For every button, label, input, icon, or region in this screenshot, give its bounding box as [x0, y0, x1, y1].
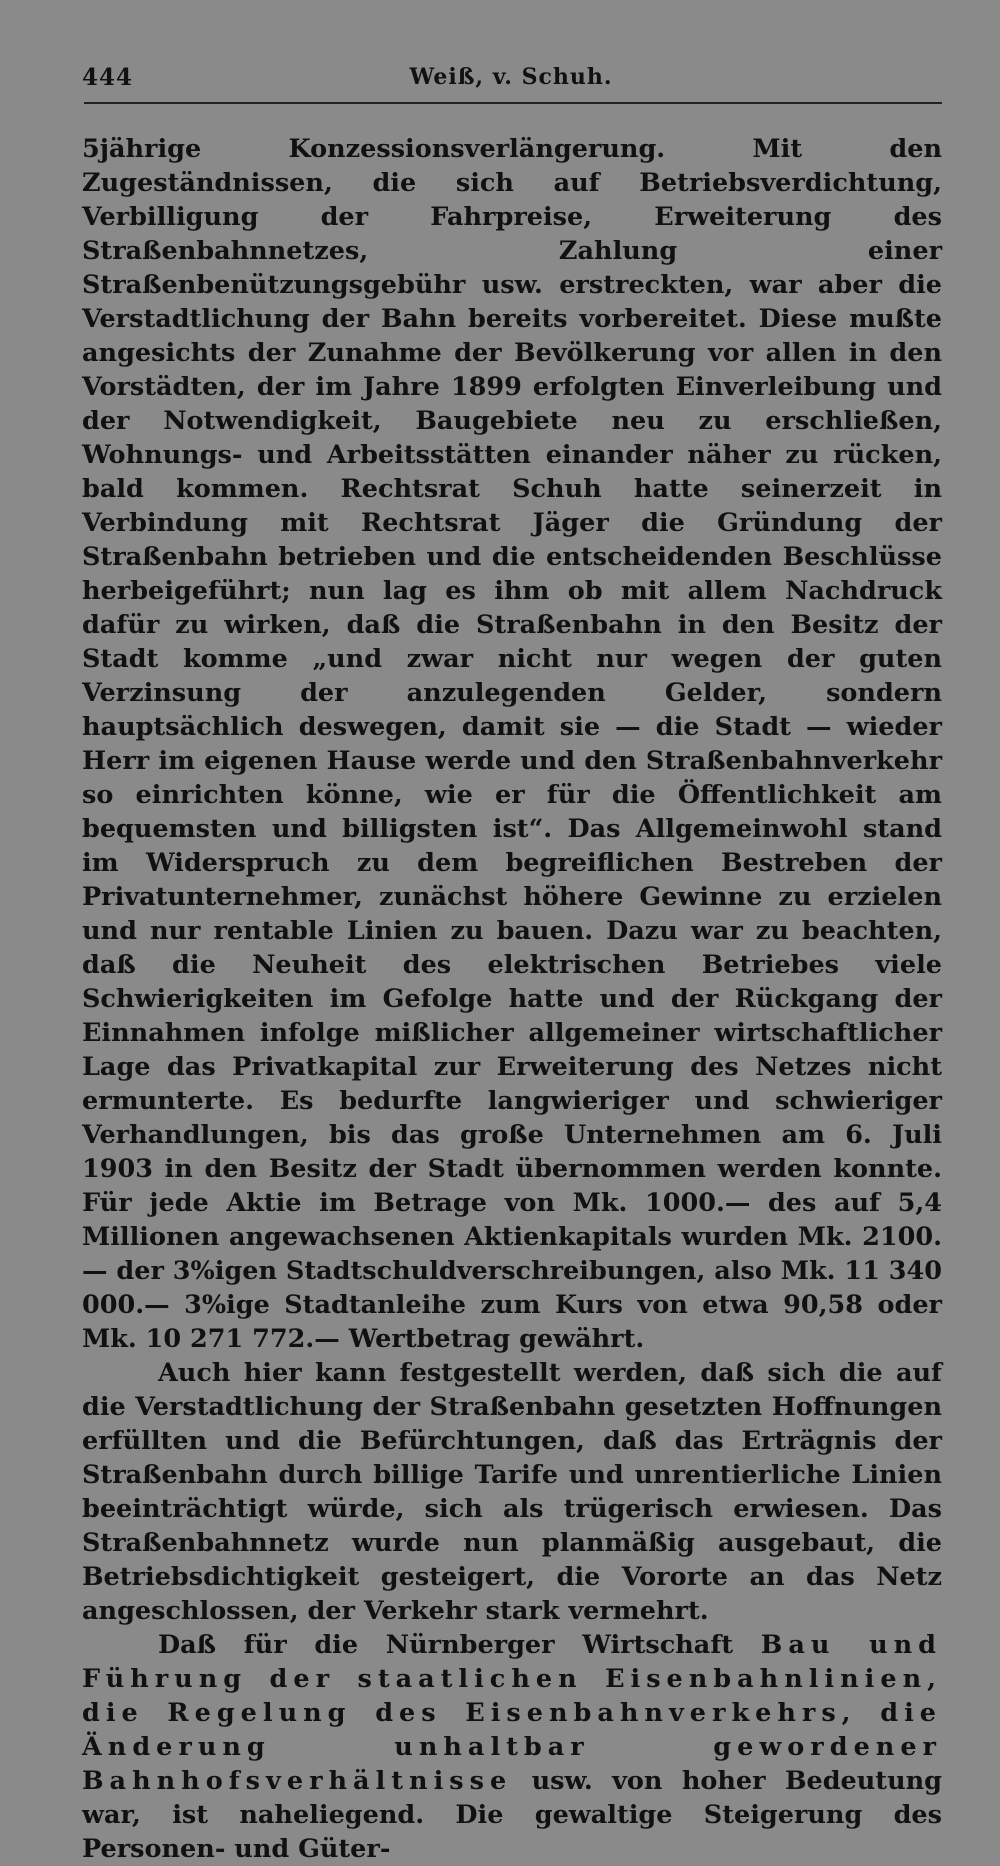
paragraph-3	[82, 1628, 942, 1866]
running-head: Weiß, v. Schuh.	[409, 64, 613, 90]
page-number: 444	[82, 64, 134, 91]
paragraph-3-end: usw. von hoher Bedeutung war, ist naheliegend. Die gewaltige Steigerung des Personen- und Güter-	[82, 1766, 942, 1864]
page-header	[80, 62, 942, 98]
paragraph-2: Auch hier kann festgestellt werden, daß sich die auf die Verstadtlichung der Straßenbahn gesetzten Hoffnungen erfüllten und die Befürchtungen, daß das Erträgnis der Straßenbahn durch billige Tarife und unrentierliche Linien beeinträchtigt würde, sich als trügerisch erwiesen. Das Straßenbahnnetz wurde nun planmäßig ausgebaut, die Betriebsdichtigkeit gesteigert, die Vororte an das Netz angeschlossen, der Verkehr stark vermehrt.	[82, 1358, 942, 1626]
body-text	[82, 132, 942, 1866]
paragraph-3-spaced-emphasis: Bau und Führung der staatlichen Eisenbahnlinien, die Regelung des Eisenbahnverkehrs, die Änderung unhaltbar gewordener Bahnhofsverhältnisse	[82, 1630, 943, 1796]
paragraph-1: 5jährige Konzessionsverlängerung. Mit den Zugeständnissen, die sich auf Betriebsverdichtung, Verbilligung der Fahrpreise, Erweiterung des Straßenbahnnetzes, Zahlung einer Straßenbenützungsgebühr usw. erstreckten, war aber die Verstadtlichung der Bahn bereits vorbereitet. Diese mußte angesichts der Zunahme der Bevölkerung vor allen in den Vorstädten, der im Jahre 1899 erfolgten Einverleibung und der Notwendigkeit, Baugebiete neu zu erschließen, Wohnungs- und Arbeitsstätten einander näher zu rücken, bald kommen. Rechtsrat Schuh hatte seinerzeit in Verbindung mit Rechtsrat Jäger die Gründung der Straßenbahn betrieben und die entscheidenden Beschlüsse herbeigeführt; nun lag es ihm ob mit allem Nachdruck dafür zu wirken, daß die Straßenbahn in den Besitz der Stadt komme „und zwar nicht nur wegen der guten Verzinsung der anzulegenden Gelder, sondern hauptsächlich deswegen, damit sie — die Stadt — wieder Herr im eigenen Hause werde und den Straßenbahnverkehr so einrichten könne, wie er für die Öffentlichkeit am bequemsten und billigsten ist“. Das Allgemeinwohl stand im Widerspruch zu dem begreiflichen Bestreben der Privatunternehmer, zunächst höhere Gewinne zu erzielen und nur rentable Linien zu bauen. Dazu war zu beachten, daß die Neuheit des elektrischen Betriebes viele Schwierigkeiten im Gefolge hatte und der Rückgang der Einnahmen infolge mißlicher allgemeiner wirtschaftlicher Lage das Privatkapital zur Erweiterung des Netzes nicht ermunterte. Es bedurfte langwieriger und schwieriger Verhandlungen, bis das große Unternehmen am 6. Juli 1903 in den Besitz der Stadt übernommen werden konnte. Für jede Aktie im Betrage von Mk. 1000.— des auf 5,4 Millionen angewachsenen Aktienkapitals wurden Mk. 2100.— der 3%igen Stadtschuldverschreibungen, also Mk. 11 340 000.— 3%ige Stadtanleihe zum Kurs von etwa 90,58 oder Mk. 10 271 772.— Wertbetrag gewährt.	[82, 134, 942, 1354]
paragraph-3-start: Daß für die Nürnberger Wirtschaft	[158, 1630, 761, 1660]
header-rule	[84, 102, 942, 104]
